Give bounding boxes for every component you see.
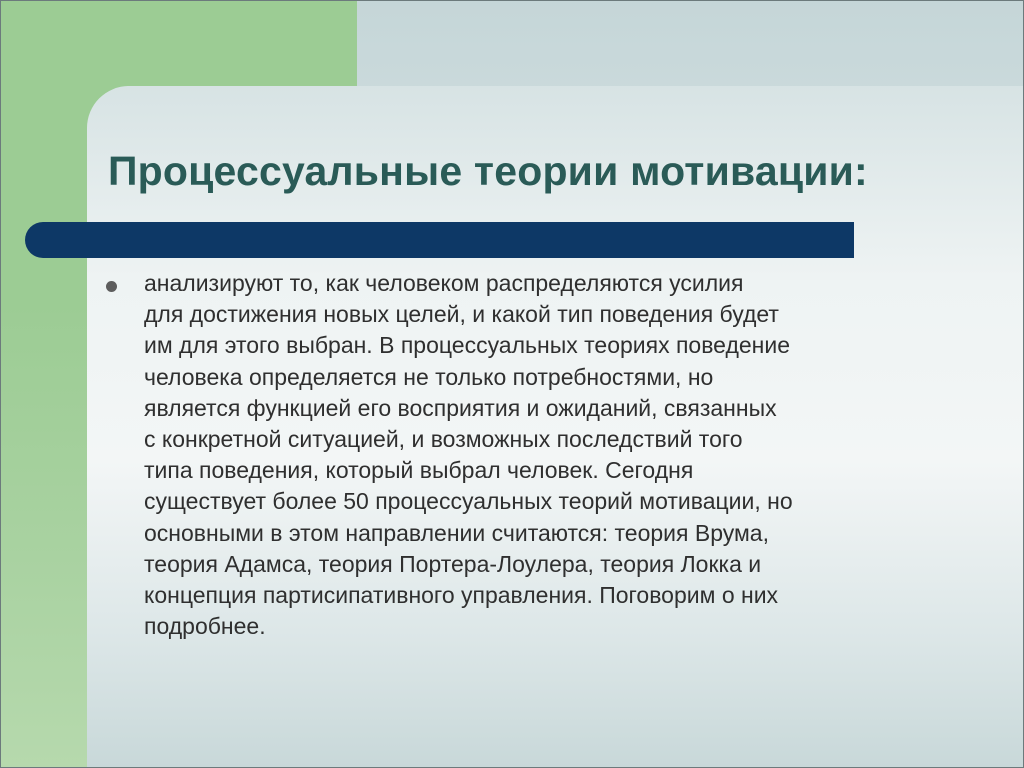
- paragraph-line: существует более 50 процессуальных теорий мотивации, но: [144, 488, 793, 515]
- paragraph-line: им для этого выбран. В процессуальных теориях поведение: [144, 332, 791, 359]
- paragraph-line: типа поведения, который выбрал человек. Сегодня: [144, 457, 694, 484]
- paragraph-line: анализируют то, как человеком распределяются усилия: [144, 270, 744, 296]
- paragraph-line: теория Адамса, теория Портера-Лоулера, теория Локка и: [144, 550, 762, 577]
- paragraph-line: с конкретной ситуацией, и возможных последствий того: [144, 426, 743, 453]
- paragraph-line: человека определяется не только потребностями, но: [144, 363, 714, 390]
- paragraph-line: подробнее.: [144, 613, 266, 640]
- bullet-paragraph: [144, 268, 964, 642]
- paragraph-line: основными в этом направлении считаются: теория Врума,: [144, 519, 769, 546]
- green-side-strip: [0, 300, 87, 768]
- slide-title: Процессуальные теории мотивации:: [108, 148, 868, 194]
- paragraph-line: концепция партисипативного управления. Поговорим о них: [144, 582, 779, 609]
- paragraph-line: является функцией его восприятия и ожиданий, связанных: [144, 394, 777, 421]
- bullet-dot-icon: [106, 281, 117, 292]
- title-underline-bar: [25, 222, 854, 258]
- paragraph-line: для достижения новых целей, и какой тип поведения будет: [144, 301, 779, 328]
